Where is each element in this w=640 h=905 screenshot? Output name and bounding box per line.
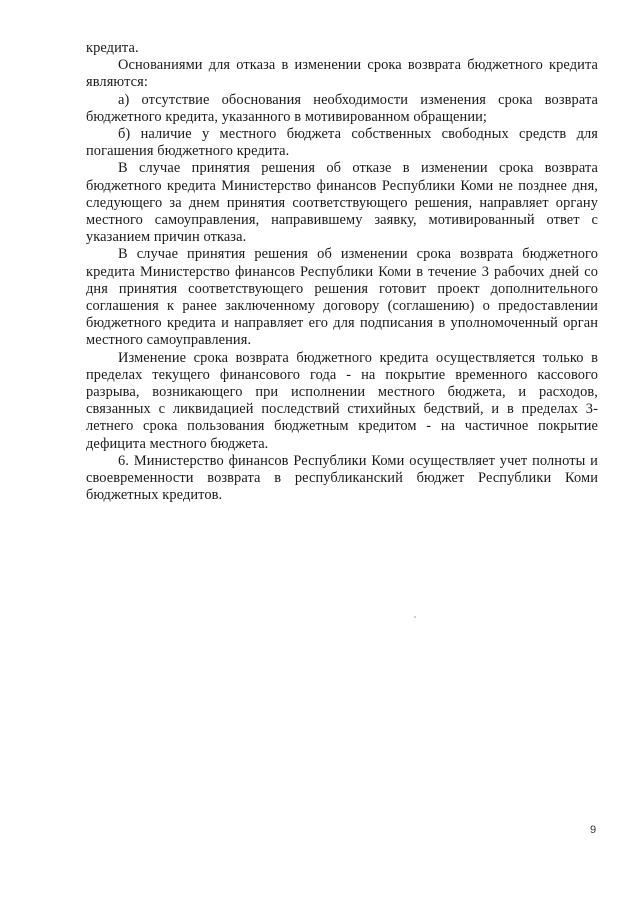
paragraph-refusal-response: В случае принятия решения об отказе в изменении срока возврата бюджетного кредита Министерство финансов Республики Коми не позднее дня, следующего за днем принятия соответствующего решения, направляет органу местного самоуправления, направившему заявку, мотивированный ответ с указанием причин отказа. (86, 160, 598, 246)
document-body (86, 40, 598, 504)
paragraph-item-a: а) отсутствие обоснования необходимости изменения срока возврата бюджетного кредита, указанного в мотивированном обращении; (86, 91, 598, 125)
scan-speck (414, 616, 416, 618)
page-number: 9 (590, 824, 597, 836)
paragraph-approval: В случае принятия решения об изменении срока возврата бюджетного кредита Министерство финансов Республики Коми в течение 3 рабочих дней со дня принятия соответствующего решения готовит проект дополнительного соглашения к ранее заключенному договору (соглашению) о предоставлении бюджетного кредита и направляет его для подписания в уполномоченный орган местного самоуправления. (86, 246, 598, 349)
paragraph-refusal-grounds: Основаниями для отказа в изменении срока возврата бюджетного кредита являются: (86, 57, 598, 91)
paragraph-continuation: кредита. (86, 40, 139, 56)
paragraph-item-6: 6. Министерство финансов Республики Коми осуществляет учет полноты и своевременности возврата в республиканский бюджет Республики Коми бюджетных кредитов. (86, 452, 598, 504)
paragraph-item-b: б) наличие у местного бюджета собственных свободных средств для погашения бюджетного кредита. (86, 126, 598, 160)
paragraph-term-change: Изменение срока возврата бюджетного кредита осуществляется только в пределах текущего финансового года - на покрытие временного кассового разрыва, возникающего при исполнении местного бюджета, и расходов, связанных с ликвидацией последствий стихийных бедствий, и в пределах 3-летнего срока пользования бюджетным кредитом - на частичное покрытие дефицита местного бюджета. (86, 349, 598, 452)
